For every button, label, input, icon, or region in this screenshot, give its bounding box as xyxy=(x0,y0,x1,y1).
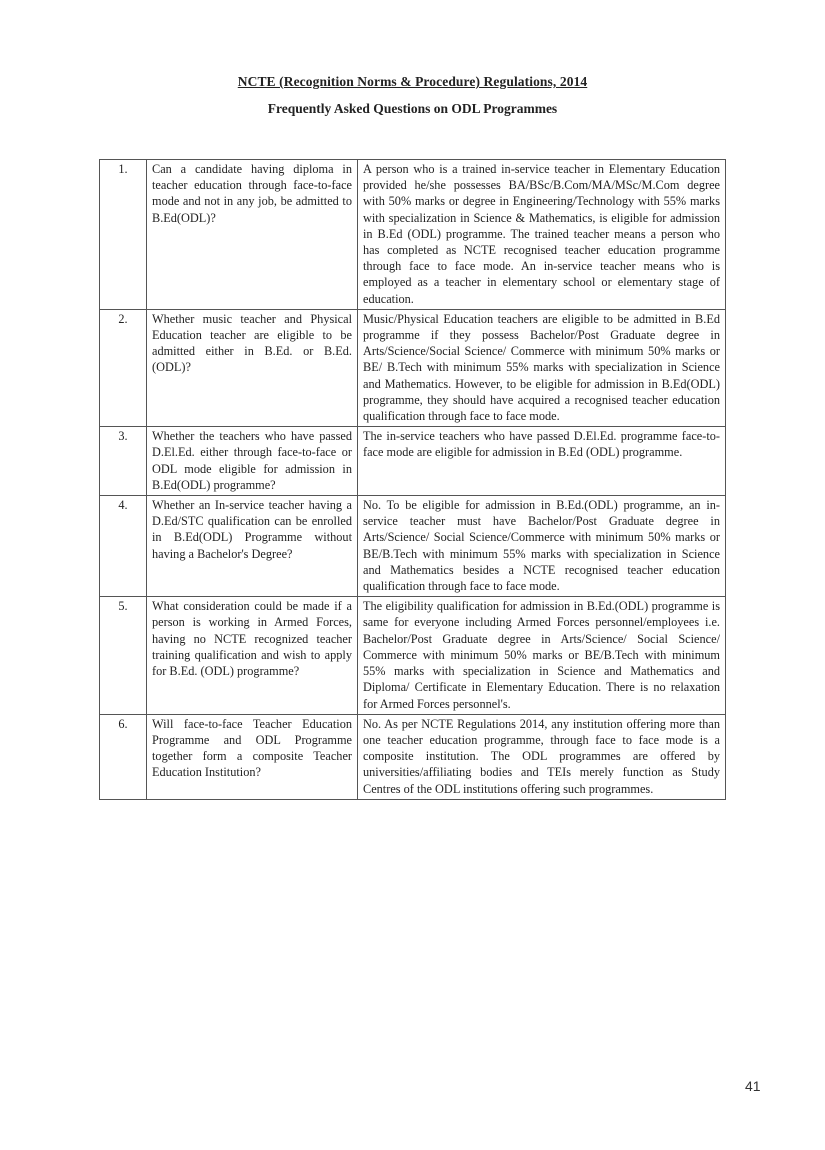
question-number: 1. xyxy=(100,160,147,310)
document-subtitle: Frequently Asked Questions on ODL Programmes xyxy=(267,101,558,116)
table-row xyxy=(100,427,726,496)
document-title: NCTE (Recognition Norms & Procedure) Regulations, 2014 xyxy=(237,74,588,89)
table-row xyxy=(100,160,726,310)
question-number: 5. xyxy=(100,597,147,714)
table-row xyxy=(100,714,726,799)
faq-table xyxy=(99,159,726,800)
question-text: What consideration could be made if a person is working in Armed Forces, having no NCTE recognized teacher training qualification and wish to apply for B.Ed. (ODL) programme? xyxy=(147,597,358,714)
answer-text: No. As per NCTE Regulations 2014, any institution offering more than one teacher education programme, through face to face mode is a composite institution. The ODL programmes are offered by universities/affiliating bodies and TEIs merely function as Study Centres of the ODL institutions offering such programmes. xyxy=(358,714,726,799)
table-row xyxy=(100,496,726,597)
page-number: 41 xyxy=(745,1078,761,1094)
answer-text: Music/Physical Education teachers are eligible to be admitted in B.Ed programme if they possess Bachelor/Post Graduate degree in Arts/Science/Social Science/ Commerce with minimum 50% marks or BE/ B.Tech with minimum 55% marks with specialization in Science and Mathematics. However, to be eligible for admission in B.Ed(ODL) programme, they should have acquired a recognised teacher education qualification through face to face mode. xyxy=(358,309,726,426)
question-text: Will face-to-face Teacher Education Programme and ODL Programme together form a composite Teacher Education Institution? xyxy=(147,714,358,799)
question-text: Whether an In-service teacher having a D.Ed/STC qualification can be enrolled in B.Ed(ODL) Programme without having a Bachelor's Degree? xyxy=(147,496,358,597)
question-text: Can a candidate having diploma in teacher education through face-to-face mode and not in any job, be admitted to B.Ed(ODL)? xyxy=(147,160,358,310)
question-number: 3. xyxy=(100,427,147,496)
answer-text: A person who is a trained in-service teacher in Elementary Education provided he/she possesses BA/BSc/B.Com/MA/MSc/M.Com degree with 50% marks or degree in Engineering/Technology with 55% marks with specialization in Science & Mathematics, is eligible for admission in B.Ed (ODL) programme. The trained teacher means a person who has completed as NCTE recognised teacher education programme through face to face mode. An in-service teacher means who is employed as a teacher in elementary school or elementary stage of education. xyxy=(358,160,726,310)
answer-text: The eligibility qualification for admission in B.Ed.(ODL) programme is same for everyone including Armed Forces personnel/employees i.e. Bachelor/Post Graduate degree in Arts/Science/ Social Science/ Commerce with minimum 50% marks or BE/B.Tech with minimum 55% marks with specialization in Science and Mathematics and Diploma/ Certificate in Elementary Education. There is no relaxation for Armed Forces personnel's. xyxy=(358,597,726,714)
table-row xyxy=(100,309,726,426)
question-text: Whether music teacher and Physical Education teacher are eligible to be admitted either in B.Ed. or B.Ed. (ODL)? xyxy=(147,309,358,426)
question-number: 4. xyxy=(100,496,147,597)
question-number: 2. xyxy=(100,309,147,426)
question-number: 6. xyxy=(100,714,147,799)
answer-text: The in-service teachers who have passed D.El.Ed. programme face-to-face mode are eligible for admission in B.Ed (ODL) programme. xyxy=(358,427,726,496)
answer-text: No. To be eligible for admission in B.Ed.(ODL) programme, an in-service teacher must have Bachelor/Post Graduate degree in Arts/Science/ Social Science/Commerce with minimum 50% marks or BE/B.Tech with minimum 55% marks with specialization in Science and Mathematics besides a NCTE recognised teacher education qualification through face to face mode. xyxy=(358,496,726,597)
table-row xyxy=(100,597,726,714)
question-text: Whether the teachers who have passed D.El.Ed. either through face-to-face or ODL mode eligible for admission in B.Ed(ODL) programme? xyxy=(147,427,358,496)
